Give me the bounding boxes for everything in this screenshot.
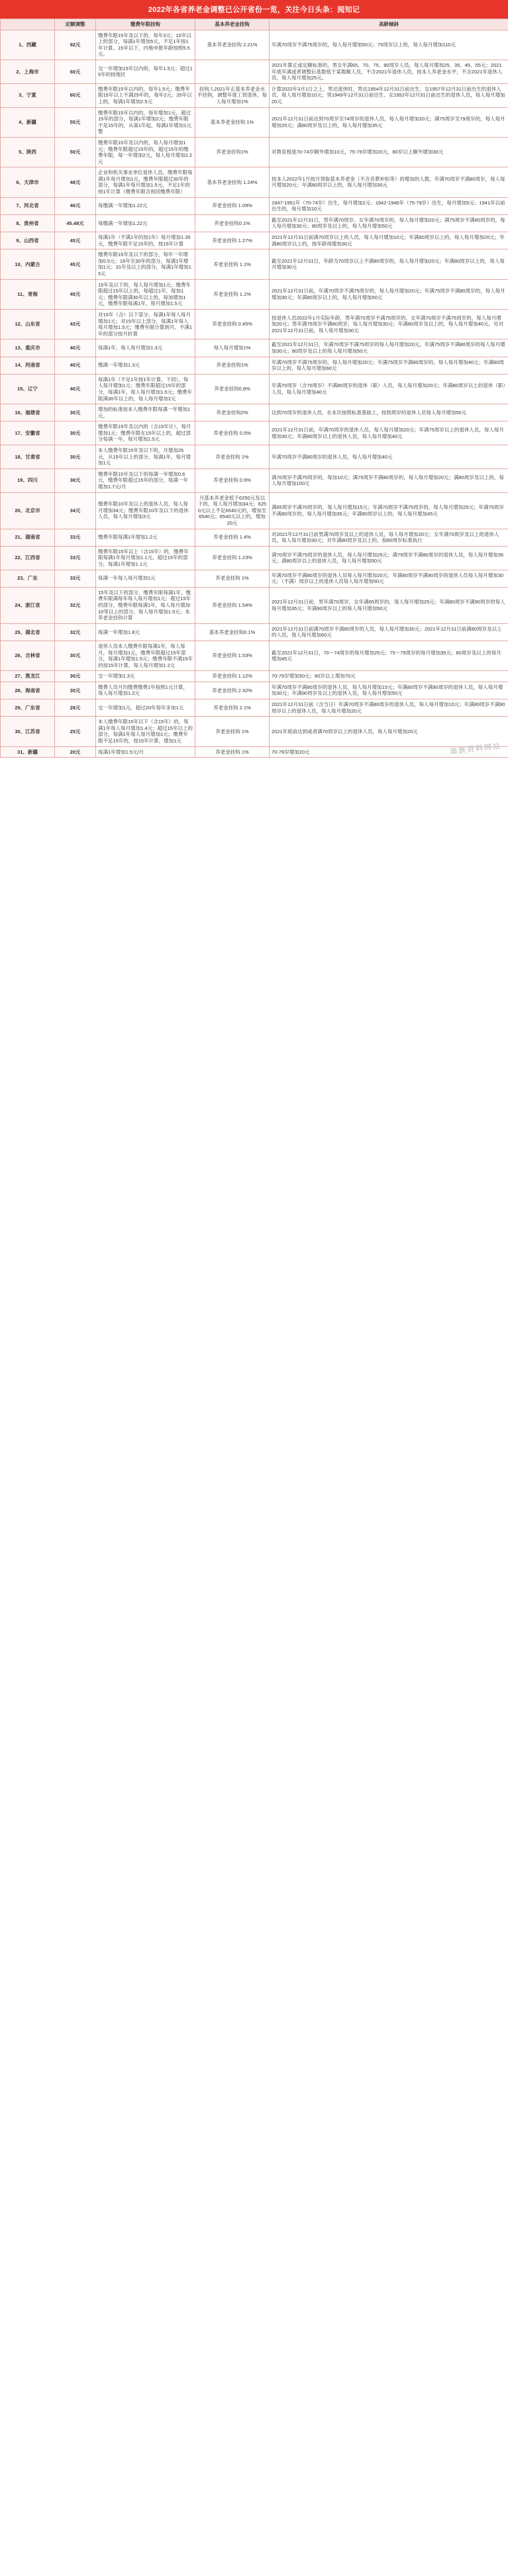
row-elderly-tilt: 计算2022年3月1日之上，男达退休时，男达1954年12月31日前出生、女1957年12月31日前出生的退休人员，每人每月增加10元；男1949年12月31日前出生、女1952年12月31日前出生的退休人员，每人每月增加20元	[270, 83, 508, 107]
row-contribution-years-linked: 每满1年（不足1年按1年计算，下同），每人每月增加1元；缴费年限超过15年的部分，每满1年，每人每月增加1.5元；缴费年限满30年以上的，每人每月增加2元	[96, 374, 195, 404]
row-quota-adjustment: 40元	[55, 357, 96, 374]
row-region: 30、江苏省	[1, 717, 55, 746]
row-quota-adjustment: 45元	[55, 279, 96, 309]
row-quota-adjustment: 25元	[55, 717, 96, 746]
row-elderly-tilt: 满70周岁不满75周岁的退休人员，每人每月增加25元；满75周岁不满80周岁的退休人员，每人每月增加35元；满80周岁以上的退休人员，每人每月增加50元	[270, 546, 508, 570]
row-pension-linked: 月基本养老金低于6250元及以下的，每人每月增加34元；6250元以上不足6540元的，增加至6540元；6540元以上的，增加20元	[195, 492, 270, 529]
row-region: 2、上海市	[1, 60, 55, 83]
row-region: 31、新疆	[1, 746, 55, 758]
row-region: 3、宁夏	[1, 83, 55, 107]
row-quota-adjustment: 33元	[55, 529, 96, 546]
row-elderly-tilt: 2021年12月31日前达到70周岁至74周岁的退休人员，每人每月增加20元；满75周岁至79周岁的，每人每月增加25元；满80周岁及以上的，每人每月增加35元	[270, 107, 508, 137]
row-contribution-years-linked: 每满一年增加1.8元	[96, 623, 195, 641]
row-pension-linked: 基本养老金挂钩 2.21%	[195, 30, 270, 60]
column-header-elderly: 高龄倾斜	[270, 19, 508, 30]
row-region: 24、浙江省	[1, 587, 55, 623]
row-region: 5、陕西	[1, 137, 55, 167]
table-row	[1, 746, 508, 758]
row-region: 27、黑龙江	[1, 671, 55, 682]
row-region: 12、山东省	[1, 309, 55, 339]
row-region: 16、福建省	[1, 404, 55, 422]
row-pension-linked: 基本养老金挂钩 1.24%	[195, 167, 270, 197]
row-pension-linked: 养老金挂钩 1.12%	[195, 671, 270, 682]
table-row	[1, 468, 508, 492]
row-quota-adjustment: 33元	[55, 570, 96, 587]
row-contribution-years-linked: 每满1年，每人每月增加1.3元	[96, 339, 195, 357]
table-row	[1, 587, 508, 623]
row-region: 14、河南省	[1, 357, 55, 374]
row-contribution-years-linked: 缴费年限15年及以内的（含15年计），每月增加1元；缴费年限在15年以上的，超过部分每满一年，每月增加1.5元	[96, 422, 195, 445]
row-quota-adjustment: 20元	[55, 746, 96, 758]
row-region: 17、安徽省	[1, 422, 55, 445]
table-row	[1, 422, 508, 445]
row-quota-adjustment: 45元	[55, 232, 96, 249]
table-row	[1, 699, 508, 717]
row-quota-adjustment: 32元	[55, 623, 96, 641]
row-pension-linked: 养老金挂钩 1.09%	[195, 197, 270, 214]
row-elderly-tilt: 2021年12月31日前，年满70周岁的退休人员，每人每月增加20元；年满75周岁以上的退休人员，每人每月增加30元；年满80周岁以上的退休人员，每人每月增加40元	[270, 422, 508, 445]
row-quota-adjustment: 30元	[55, 682, 96, 699]
column-header-tiered: 缴费年限挂钩	[96, 19, 195, 30]
row-elderly-tilt: 年满70周岁不满80周岁的退休人员每人每月增加20元；年满80周岁不满90周岁的退休人员每人每月增加30元；（不满）周岁以上的退休人员每人每月增加50元	[270, 570, 508, 587]
row-region: 9、山西省	[1, 232, 55, 249]
row-pension-linked: 养老金挂钩 1%	[195, 445, 270, 469]
row-contribution-years-linked: 15年及以下的，每人每月增加1元；缴费年限超过15年以上的，每超过1年，每加1元；缴费年限满30年以上的，每加增加1元，缴费年限每满1年，每月增加1.5元	[96, 279, 195, 309]
row-pension-linked: 基本养老金挂钩0.1%	[195, 623, 270, 641]
row-region: 15、辽宁	[1, 374, 55, 404]
table-body	[1, 30, 508, 758]
row-region: 8、贵州省	[1, 214, 55, 232]
table-row	[1, 641, 508, 670]
table-row	[1, 404, 508, 422]
row-contribution-years-linked: 缴费年限15年以内的，每年1.5元；缴费年限15年以上不满25年的，每年2元；25年以上的，每满1年增加2.5元	[96, 83, 195, 107]
row-region: 6、天津市	[1, 167, 55, 197]
row-pension-linked: 养老金挂钩 1%	[195, 717, 270, 746]
page-title: 2022年各省养老金调整已公开省份一览，关注今日头条：阅知记	[0, 0, 508, 19]
row-pension-linked: 养老金挂钩1%	[195, 357, 270, 374]
row-contribution-years-linked: 每满1年增加1.5元/月	[96, 746, 195, 758]
row-elderly-tilt: 2021年12月31日前满70周岁以上的人员，每人每月增加10元；年满80周岁以上的，每人每月增加20元；年满80周岁以上的，按年龄再增加30元	[270, 232, 508, 249]
table-row	[1, 30, 508, 60]
row-elderly-tilt: 对2021年12月31日前男满70周岁及以上的退休人员，每人每月增加20元；女年满70周岁及以上的退休人员，每人每月增加30元；对年满80周岁及以上的，按80周岁标准执行	[270, 529, 508, 546]
page-root	[0, 0, 508, 758]
row-pension-linked: 养老金挂钩1%	[195, 137, 270, 167]
row-pension-linked: 养老金挂钩 1.53%	[195, 641, 270, 670]
row-elderly-tilt: 年满70周岁不满75周岁的，每人每月增加50元；75周岁以上的，每人每月增加110元	[270, 30, 508, 60]
column-header-hook: 基本养老金挂钩	[195, 19, 270, 30]
row-region: 11、青海	[1, 279, 55, 309]
row-region: 23、广东	[1, 570, 55, 587]
row-quota-adjustment: 55元	[55, 107, 96, 137]
row-quota-adjustment: 30元	[55, 422, 96, 445]
table-row	[1, 682, 508, 699]
row-pension-linked: 养老金挂钩 0.5%	[195, 422, 270, 445]
table-row	[1, 83, 508, 107]
row-region: 7、河北省	[1, 197, 55, 214]
row-quota-adjustment: 30元	[55, 404, 96, 422]
row-quota-adjustment: 48元	[55, 167, 96, 197]
row-pension-linked: 养老金挂钩 0.9%	[195, 468, 270, 492]
row-quota-adjustment: 33元	[55, 546, 96, 570]
row-quota-adjustment: 45.48元	[55, 214, 96, 232]
row-region: 29、广东省	[1, 699, 55, 717]
row-contribution-years-linked: 缴费年限15年及以内的，每人每月增加1元；缴费年限超过15年的，超过15年的缴费年限，每一年增加2元，每人每月增加2.2元	[96, 137, 195, 167]
row-contribution-years-linked: 缴费年限15年及以下的每满一年增加0.6元，缴费年限超过15年的部分，每满一年增加1.7元/月	[96, 468, 195, 492]
row-contribution-years-linked: 每缴满一年增加1.22元	[96, 214, 195, 232]
row-contribution-years-linked: 交一年增加15年以内的，每年1.5元；超过15年的按地区	[96, 60, 195, 83]
row-elderly-tilt: 满65周岁不满70周岁的，每人每月增加15元；年满70周岁不满75周岁的，每人每月增加25元；年满75周岁不满80周岁的，每人每月增加35元；年满80周岁以上的，每人每月增加45元	[270, 492, 508, 529]
table-row	[1, 623, 508, 641]
row-contribution-years-linked: 15年及以下的部分，缴费年限每满1年，缴费年限满每年每人每月增加1元；超过15年的部分，缴费年限每满1年，每人每月增加10等以上的部分，每人每月增加1.5元；本养老金挂钩计算	[96, 587, 195, 623]
row-elderly-tilt: 2021年算正或定额标准的，男女年满65、70、75、80周岁人员，每人每月增加25、35、45、55元；2021年底年满或者调整后基数低于某数额人员，不含2021年退休人员，按本人养老金水平，不含2021年退休人员，每人每月增加25元。	[270, 60, 508, 83]
row-contribution-years-linked: 每满一年每人每月增加1元	[96, 570, 195, 587]
row-quota-adjustment: 28元	[55, 699, 96, 717]
row-elderly-tilt: 满70周岁不满75周岁的，每加10元；满75周岁不满80周岁的，每人每月增加20元；满80周岁及以上的，每人每月增加100元	[270, 468, 508, 492]
row-contribution-years-linked: 企业和机关事业单位退休人员，缴费年限每满1年每月增加1元，缴费年限超过30年的部分，每满1年每月增加1.5元，不足1年的按1年计算（缴费年限含视同缴费年限）	[96, 167, 195, 197]
row-contribution-years-linked: 本人缴费年限15年以下（含15年）的，每满1年每人每月增加1.4元；超过15年以上的部分，每满1年每人每月增加1元；缴费年限不足15年的，按15年计算，增加1元	[96, 717, 195, 746]
row-pension-linked: 养老金挂钩0.8%	[195, 374, 270, 404]
table-row	[1, 107, 508, 137]
row-quota-adjustment: 30元	[55, 641, 96, 670]
row-contribution-years-linked: 每满1年（不满1年的按1年）每月增加1.35元，缴费年限不足15年的，按15年计算	[96, 232, 195, 249]
row-pension-linked: 养老金挂钩 2.1%	[195, 699, 270, 717]
table-row	[1, 339, 508, 357]
row-contribution-years-linked: 交一年增加1元，超过20年每年多加1元	[96, 699, 195, 717]
row-contribution-years-linked: 本人缴费年限15年及以下的，月增加25元，从15年以上的部分，每满1年，每月增加1元	[96, 445, 195, 469]
row-elderly-tilt: 2021年底前达到或者满70周岁以上的退休人员，每人每月增加20元	[270, 717, 508, 746]
pension-adjustment-table	[0, 19, 508, 758]
row-elderly-tilt: 对教育程度70-74岁额外增加10元，75-79岁增加20元，80岁以上额外增加30元	[270, 137, 508, 167]
table-row	[1, 546, 508, 570]
row-elderly-tilt: 2021年12月31日前，男年满70周岁，女年满65周岁的，每人每月增加25元；年满80周岁不满90周岁的每人每月增加35元；年满90周岁以上的每人每月增加50元	[270, 587, 508, 623]
table-row	[1, 309, 508, 339]
row-elderly-tilt: 按本人2022年1月按月领取基本养老金（不含丧葬补贴等）的增加的人数，年满70周岁不满80周岁，每人每月增加20元；年满80周岁以上的，每人每月增加30元	[270, 167, 508, 197]
row-region: 18、甘肃省	[1, 445, 55, 469]
row-contribution-years-linked: 退休人员本人缴费年限每满1年，每人每月，每月增加1元，缴费年限超过15年部分，每满1年增加1.5元；缴费年限不满15年的按15年计算，每人每月增加1.2元	[96, 641, 195, 670]
row-elderly-tilt: 70-79岁增加50元；80岁以上增加70元	[270, 671, 508, 682]
table-row	[1, 357, 508, 374]
row-quota-adjustment: 45元	[55, 249, 96, 279]
row-contribution-years-linked: 缴费年限15年及以下的，每年3元；15年以上的部分，每满1年增加5元，不足1年按1年计算。15年以下，内地申报年龄按照5.5元。	[96, 30, 195, 60]
row-pension-linked: 养老金挂钩 1.27%	[195, 232, 270, 249]
row-elderly-tilt: 年满70周岁（含70周岁）不满80周岁的退休（职）人员，每人每月增加20元；年满80周岁以上的退休（职）人员，每人每月增加40元	[270, 374, 508, 404]
row-quota-adjustment: 32元	[55, 587, 96, 623]
row-pension-linked: 养老金挂钩 2.32%	[195, 682, 270, 699]
row-region: 21、湖南省	[1, 529, 55, 546]
row-region: 10、内蒙古	[1, 249, 55, 279]
row-elderly-tilt: 2021年12月31日前满70周岁不满80周岁的人员，每人每月增加30元；2021年12月31日前满80周岁及以上的人员，每人每月增加60元	[270, 623, 508, 641]
table-row	[1, 717, 508, 746]
row-contribution-years-linked: 缴费年限每满1年增加1.2元	[96, 529, 195, 546]
table-row	[1, 570, 508, 587]
row-quota-adjustment: 38元	[55, 468, 96, 492]
row-elderly-tilt: 年满70周岁不满80周岁的退休人员，每人每月增加40元	[270, 445, 508, 469]
row-pension-linked: 养老金挂钩 1.54%	[195, 587, 270, 623]
row-elderly-tilt: 2021年12月31日前，年满70周岁不满75周岁的，每人每月增加20元；年满75周岁不满80周岁的，每人每月增加30元；年满80周岁以上的，每人每月增加50元	[270, 279, 508, 309]
row-quota-adjustment: 60元	[55, 83, 96, 107]
row-contribution-years-linked: 增加的标准按本人缴费年限每满一年增加1元。	[96, 404, 195, 422]
table-row	[1, 671, 508, 682]
row-contribution-years-linked: 缴费年限15年以上（含15年）的，缴费年限每满1年每月增加1.1元，超过15年的部分，每满1年增加1.1元	[96, 546, 195, 570]
watermark: 迪族资料网站	[449, 742, 502, 756]
row-region: 13、重庆市	[1, 339, 55, 357]
row-pension-linked: 养老金挂钩 1.23%	[195, 546, 270, 570]
row-elderly-tilt: 截至2021年12月31日，年满70周岁不满75周岁的每人每月增加20元，年满75周岁不满80周岁的每人每月增加30元；80周岁及以上的每人每月增加50元	[270, 339, 508, 357]
column-header-region	[1, 19, 55, 30]
table-row	[1, 167, 508, 197]
row-contribution-years-linked: 缴费人员月均缴费缴费1年按照1元计算，每人每月增加1.2元	[96, 682, 195, 699]
row-region: 26、吉林省	[1, 641, 55, 670]
row-pension-linked: 养老金挂钩 1.1%	[195, 279, 270, 309]
row-quota-adjustment: 30元	[55, 671, 96, 682]
table-header-row	[1, 19, 508, 30]
row-region: 19、四川	[1, 468, 55, 492]
row-quota-adjustment: 34元	[55, 492, 96, 529]
row-pension-linked: 养老金挂钩 1.1%	[195, 249, 270, 279]
row-region: 20、北京市	[1, 492, 55, 529]
row-quota-adjustment: 30元	[55, 445, 96, 469]
row-contribution-years-linked: 缴费年限15年及以下的部分，每年一年增加0.5元；16年至30年的部分，每满1年增加1元；31年及以上的部分，每满1年增加1.5元	[96, 249, 195, 279]
table-row	[1, 374, 508, 404]
row-pension-linked: 每人每月增加1%	[195, 339, 270, 357]
row-pension-linked: 养老金挂钩 0.45%	[195, 309, 270, 339]
row-quota-adjustment: 40元	[55, 339, 96, 357]
row-region: 22、江西省	[1, 546, 55, 570]
row-elderly-tilt: 截至2021年12月31日，男年满70周岁、女年满70周岁的，每人每月增加20元；满75周岁不满80周岁的，每人每月增加30元；80周岁及以上的，每人每月增加50元	[270, 214, 508, 232]
table-row	[1, 279, 508, 309]
row-contribution-years-linked: 缴满一年增加1.3元	[96, 357, 195, 374]
row-region: 1、西藏	[1, 30, 55, 60]
row-pension-linked: 养老金挂钩0.1%	[195, 214, 270, 232]
row-pension-linked	[195, 60, 270, 83]
row-pension-linked: 养老金挂钩 1%	[195, 570, 270, 587]
row-elderly-tilt: 1947-1951年（70-74岁）出生，每月增加2元；1942-1946年（75-79岁）出生，每月增加5元；1941年以前出生的，每月增加10元	[270, 197, 508, 214]
table-row	[1, 214, 508, 232]
row-elderly-tilt: 2021年12月31日前（含当日）年满70周岁不满80周岁的退休人员，每人每月增加10元；年满80周岁不满90周岁以上的退休人员，每人每月增加20元	[270, 699, 508, 717]
table-row	[1, 60, 508, 83]
row-pension-linked: 养老金挂钩 1%	[195, 746, 270, 758]
column-header-quota: 定额调整	[55, 19, 96, 30]
row-quota-adjustment: 43元	[55, 309, 96, 339]
table-row	[1, 137, 508, 167]
row-elderly-tilt: 截至2021年12月31日，70～74周岁的每月增加25元；75～79周岁的每月增加35元；80周岁及以上的每月增加45元	[270, 641, 508, 670]
row-pension-linked: 挂钩人2021年正基本养老金水平挂钩，调整年度工资退休，每人每月增加1%	[195, 83, 270, 107]
row-elderly-tilt: 达到70周岁的退休人员，在本次按照标准基础上，按到周岁的退休人员每人每月增加50元	[270, 404, 508, 422]
table-row	[1, 249, 508, 279]
row-region: 25、湖北省	[1, 623, 55, 641]
row-quota-adjustment: 92元	[55, 30, 96, 60]
row-contribution-years-linked: 每缴满一年增加1.22元	[96, 197, 195, 214]
row-contribution-years-linked: 对15年（含）以下部分，每满1年每人每月增加1元；对15年以上部分，每满1年每人每月增加1.5元；缴费年限计算到月，不满1年的部分按月折算	[96, 309, 195, 339]
row-elderly-tilt: 年满70周岁不满80周岁的退休人员，每人每月增加15元；年满80周岁不满90周岁的退休人员，每人每月增加30元；年满90周岁及以上的退休人员，每人每月增加50元	[270, 682, 508, 699]
table-row	[1, 492, 508, 529]
row-elderly-tilt: 年满70周岁不满75周岁的，每人每月增加20元；年满75周岁不满80周岁的，每人每月增加40元；年满80周岁以上的，每人每月增加60元	[270, 357, 508, 374]
row-quota-adjustment: 46元	[55, 197, 96, 214]
row-elderly-tilt: 按退休人员2022年1月实际年龄，男年满70周岁不满75周岁的、女年满70周岁不满75周岁的，每人每月增加20元；男年满75周岁不满80周岁，每人每月增加30元；年满80周岁及以上的，每人每月增加40元。另对2021年12月31日前，每人每月增加30元	[270, 309, 508, 339]
row-pension-linked: 养老金挂钩2%	[195, 404, 270, 422]
table-row	[1, 197, 508, 214]
row-contribution-years-linked: 缴费年限10年及以上的退休人员，每人每月增加34元；缴费年限10年及以下的退休人员，每人每月增加3元	[96, 492, 195, 529]
row-contribution-years-linked: 缴费年限15年以内的，每年增加1元，超过15年的部分，每满1年增加2元；缴费年限不足15年的，从第1年起，每满1年增加1元整	[96, 107, 195, 137]
row-quota-adjustment: 40元	[55, 374, 96, 404]
row-elderly-tilt: 70-79岁增加20元	[270, 746, 508, 758]
table-row	[1, 445, 508, 469]
row-contribution-years-linked: 交一年增加1.3元	[96, 671, 195, 682]
row-quota-adjustment: 60元	[55, 60, 96, 83]
row-region: 28、海南省	[1, 682, 55, 699]
row-pension-linked: 基本养老金挂钩 1%	[195, 107, 270, 137]
row-quota-adjustment: 50元	[55, 137, 96, 167]
table-row	[1, 529, 508, 546]
row-pension-linked: 养老金挂钩 1.4%	[195, 529, 270, 546]
row-region: 4、新疆	[1, 107, 55, 137]
row-elderly-tilt: 截至2021年12月31日，年龄为70周岁以上不满80周岁的，每人每月增加20元；年满80周岁以上的，每人每月增加30元	[270, 249, 508, 279]
table-row	[1, 232, 508, 249]
